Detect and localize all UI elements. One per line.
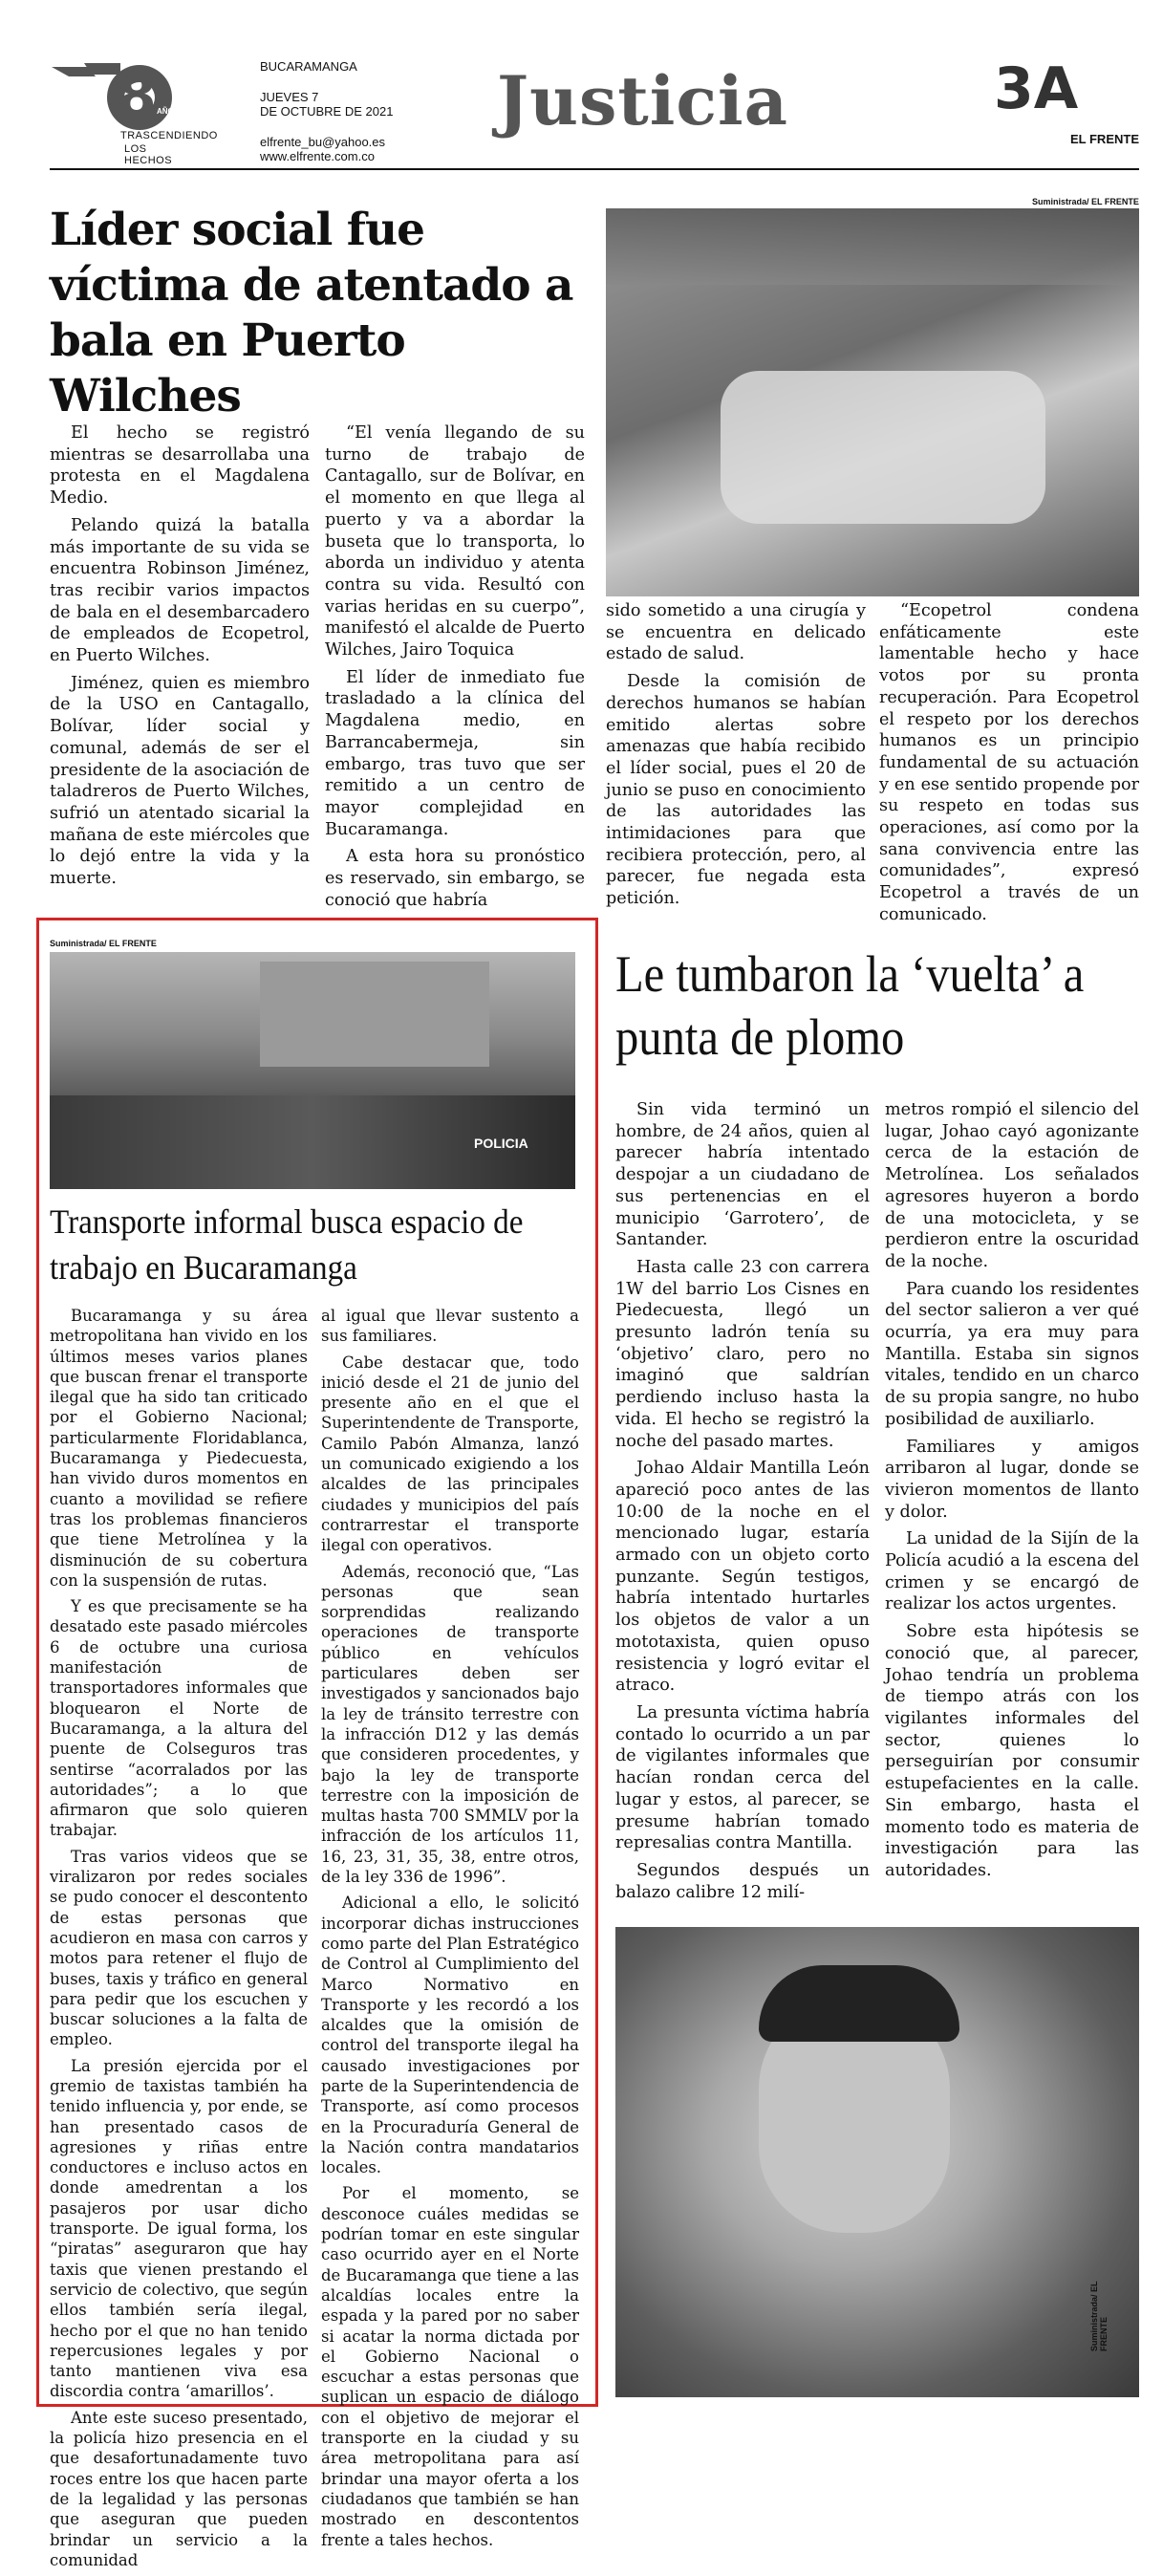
article1-photo-credit: Suministrada/ EL FRENTE	[1032, 197, 1139, 206]
paragraph: “El venía llegando de su turno de trabajo de Cantagallo, sur de Bolívar, en el momento en que llega al puerto y va a abordar la buseta que lo transporta, lo aborda un individuo y atenta contra su vida. Resultó con varias heridas en su cuerpo”, manifestó el alcalde de Puerto Wilches, Jairo Toquica	[325, 423, 585, 660]
date-line-1: JUEVES 7	[260, 89, 319, 104]
email-link[interactable]: elfrente_bu@yahoo.es	[260, 134, 386, 149]
article2-col1	[50, 1306, 308, 2576]
article2-photo-credit: Suministrada/ EL FRENTE	[50, 939, 157, 948]
paragraph: Para cuando los residentes del sector salieron a ver qué ocurría, ya era muy para Mantilla. Estaba sin signos vitales, tendido en un charco de su propia sangre, no hubo posibilidad de auxiliarlo.	[885, 1279, 1139, 1429]
paragraph: La presión ejercida por el gremio de taxistas también ha tenido influencia y, por ende, se han presentado casos de agresiones y riñas entre conductores e incluso actos en donde amedrentan a los pasajeros por usar dicho transporte. De igual forma, los “piratas” aseguraron que hay taxis que vienen prestando el servicio de colectivo, que según ellos también sería ilegal, hecho por el que no han tenido repercusiones legales y por tanto mantienen viva esa discordia contra ‘amarillos’.	[50, 2056, 308, 2401]
paragraph: sido sometido a una cirugía y se encuentra en delicado estado de salud.	[606, 601, 866, 664]
paragraph: Jiménez, quien es miembro de la USO en Cantagallo, Bolívar, líder social y comunal, además de ser el presidente de la asociación de taladreros de Puerto Wilches, sufrió un atentado sicarial la mañana de este miércoles que lo dejó entre la vida y la muerte.	[50, 673, 310, 889]
photo-police-label: POLICIA	[474, 1136, 528, 1151]
paragraph: Ante este suceso presentado, la policía hizo presencia en el que desafortunadamente tuvo roces entre los que hacen parte de la legalidad y las personas que aseguran que pueden brindar un servicio a la comunidad	[50, 2408, 308, 2569]
photo-truck	[260, 962, 489, 1067]
paragraph: Johao Aldair Mantilla León apareció poco antes de las 10:00 de la noche en el mencionado lugar, estaría armado con un objeto corto punzante. Según testigos, habría intentado hurtarles los objetos de valor a un mototaxista, quien opuso resistencia y logró evitar el atraco.	[615, 1459, 870, 1696]
masthead-rule	[50, 168, 1139, 170]
logo-tagline-1: TRASCENDIENDO	[120, 130, 218, 141]
paragraph: al igual que llevar sustento a sus familiares.	[321, 1307, 579, 1346]
paragraph: Y es que precisamente se ha desatado este pasado miércoles 6 de octubre una curiosa manifestación de transportadores informales que bloquearon el Norte de Bucaramanga, a la altura del puente de Colseguros tras sentirse “acorralados por las autoridades”; a lo que afirmaron que solo quieren trabajar.	[50, 1597, 308, 1840]
paragraph: Pelando quizá la batalla más importante de su vida se encuentra Robinson Jiménez, tras recibir varios impactos de bala en el desembarcadero de empleados de Ecopetrol, en Puerto Wilches.	[50, 515, 310, 666]
paragraph: Sin vida terminó un hombre, de 24 años, quien al parecer habría intentado despojar a un ciudadano de sus pertenencias en el municipio ‘Garrotero’, de Santander.	[615, 1100, 870, 1250]
article1-col1	[50, 422, 310, 896]
paragraph: El hecho se registró mientras se desarrollaba una protesta en el Magdalena Medio.	[50, 423, 310, 509]
page-number: 3A	[994, 55, 1079, 122]
paragraph: La unidad de la Sijín de la Policía acudió a la escena del crimen y se encargó de realizar los actos urgentes.	[885, 1529, 1139, 1614]
paragraph: “Ecopetrol condena enfáticamente este lamentable hecho y hace votos por su pronta recuperación. Para Ecopetrol el respeto por los derechos humanos es un principio fundamental de su actuación y en ese sentido propende por su respeto en todas sus operaciones, así como por la sana convivencia entre las comunidades”, expresó Ecopetrol a través de un comunicado.	[879, 601, 1139, 924]
article1-col3	[606, 600, 866, 916]
logo	[50, 59, 218, 166]
paragraph: Bucaramanga y su área metropolitana han vivido en los últimos meses varios planes que buscan frenar el transporte ilegal que ha sido tan criticado por el Gobierno Nacional; particularmente Floridablanca, Bucaramanga y Piedecuesta, han vivido duros momentos en cuanto a movilidad se refiere tras los problemas financieros que tiene Metrolínea y la disminución de su cobertura con la suspensión de rutas.	[50, 1307, 308, 1590]
photo-stretcher	[721, 371, 1045, 524]
paragraph: La presunta víctima habría contado lo ocurrido a un par de vigilantes informales que hacían rondan cerca del lugar y estos, al parecer, se presume habrían tomado represalias contra Mantilla.	[615, 1702, 870, 1853]
article3-photo-credit: Suministrada/ EL FRENTE	[1089, 2281, 1109, 2351]
article1-col2	[325, 422, 585, 917]
article3-photo	[615, 1927, 1139, 2397]
article1-photo	[606, 208, 1139, 596]
article2-col2	[321, 1306, 579, 2556]
paragraph: Familiares y amigos arribaron al lugar, donde se vivieron momentos de llanto y dolor.	[885, 1437, 1139, 1522]
paragraph: Además, reconoció que, “Las personas que sean sorprendidas realizando operaciones de transporte público en vehículos particulares deben ser investigados y sancionados bajo la ley de tránsito terrestre con la infracción D12 y las demás que consideren procedentes, y bajo la ley de transporte terrestre con la imposición de multas hasta 700 SMMLV por la infracción de los artículos 11, 16, 23, 31, 35, 38, entre otros, de la ley 336 de 1996”.	[321, 1562, 579, 1887]
logo-number: 8	[117, 63, 157, 130]
paragraph: Desde la comisión de derechos humanos se habían emitido alertas sobre amenazas que había recibido el líder social, pues el 20 de junio se puso en conocimiento de las autoridades las intimidaciones para que recibiera protección, pero, al parecer, fue negada esta petición.	[606, 672, 866, 909]
paragraph: Sobre esta hipótesis se conoció que, al parecer, Johao tendría un problema de tiempo atrás con los vigilantes informales del sector, quienes lo perseguirían por consumir estupefacientes en la calle. Sin embargo, hasta el momento todo es materia de investigación para las autoridades.	[885, 1622, 1139, 1880]
brand-label: EL FRENTE	[1070, 132, 1139, 146]
logo-tagline-2: LOS HECHOS	[124, 143, 173, 166]
paragraph: Cabe destacar que, todo inició desde el 21 de junio del presente año en el que el Superintendente de Transporte, Camilo Pabón Almanza, lanzó un comunicado exigiendo a los alcaldes de las principales ciudades y municipios del país contrarrestar el transporte ilegal con operativos.	[321, 1353, 579, 1555]
section-title: Justicia	[497, 61, 788, 141]
paragraph: El líder de inmediato fue trasladado a la clínica del Magdalena medio, en Barrancabermeja, sin embargo, tras tuvo que ser remitido a un centro de mayor complejidad en Bucaramanga.	[325, 667, 585, 839]
article3-col1	[615, 1099, 870, 1909]
masthead	[0, 0, 1163, 172]
paragraph: Hasta calle 23 con carrera 1W del barrio Los Cisnes en Piedecuesta, llegó un presunto ladrón tenía su ‘objetivo’ claro, pero no imaginó que saldrían perdiendo incluso hasta la vida. El hecho se registró la noche del pasado martes.	[615, 1257, 870, 1451]
article3-col2	[885, 1099, 1139, 1888]
date-line-2: DE OCTUBRE DE 2021	[260, 104, 394, 119]
website-link[interactable]: www.elfrente.com.co	[260, 149, 375, 163]
masthead-info	[260, 59, 393, 164]
article2-headline: Transporte informal busca espacio de trabajo en Bucaramanga	[50, 1202, 524, 1287]
photo-hair	[759, 1965, 959, 2042]
paragraph: A esta hora su pronóstico es reservado, sin embargo, se conoció que habría	[325, 847, 585, 910]
paragraph: Tras varios videos que se viralizaron por redes sociales se pudo conocer el descontento de estas personas que acudieron en masa con carros y motos para retener el flujo de buses, taxis y tráfico en general para pedir que los escuchen y buscar soluciones a la falta de empleo.	[50, 1847, 308, 2049]
paragraph: Por el momento, se desconoce cuáles medidas se podrían tomar en este singular caso ocurrido ayer en el Norte de Bucaramanga que tiene a las alcaldías locales entre la espada y la pared por no saber si acatar la norma dictada por el Gobierno Nacional o escuchar a estas personas que suplican un espacio de diálogo con el objetivo de mejorar el transporte en la ciudad y su área metropolitana para así brindar una mayor oferta a los ciudadanos que también se han mostrado en descontentos frente a tales hechos.	[321, 2184, 579, 2549]
photo-crowd	[606, 208, 1139, 285]
article3-headline: Le tumbaron la ‘vuelta’ a punta de plomo	[615, 945, 1085, 1066]
article1-col4	[879, 600, 1139, 932]
logo-anos: AÑOS	[157, 107, 180, 116]
paragraph: metros rompió el silencio del lugar, Johao cayó agonizante cerca de la estación de Metrolínea. Los señalados agresores huyeron a bordo de una motocicleta, y se perdieron entre la oscuridad de la noche.	[885, 1100, 1139, 1271]
article1-headline: Líder social fue víctima de atentado a bala en Puerto Wilches	[50, 204, 573, 422]
paragraph: Segundos después un balazo calibre 12 milí-	[615, 1860, 870, 1902]
article2-photo	[50, 952, 575, 1189]
paragraph: Adicional a ello, le solicitó incorporar dichas instrucciones como parte del Plan Estratégico de Control al Cumplimiento del Marco Normativo en Transporte y les recordó a los alcaldes que la omisión de control del transporte ilegal ha causado investigaciones por parte de la Superintendencia de Transporte, así como procesos en la Procuraduría General de la Nación contra mandatarios locales.	[321, 1894, 579, 2177]
city: BUCARAMANGA	[260, 59, 357, 74]
